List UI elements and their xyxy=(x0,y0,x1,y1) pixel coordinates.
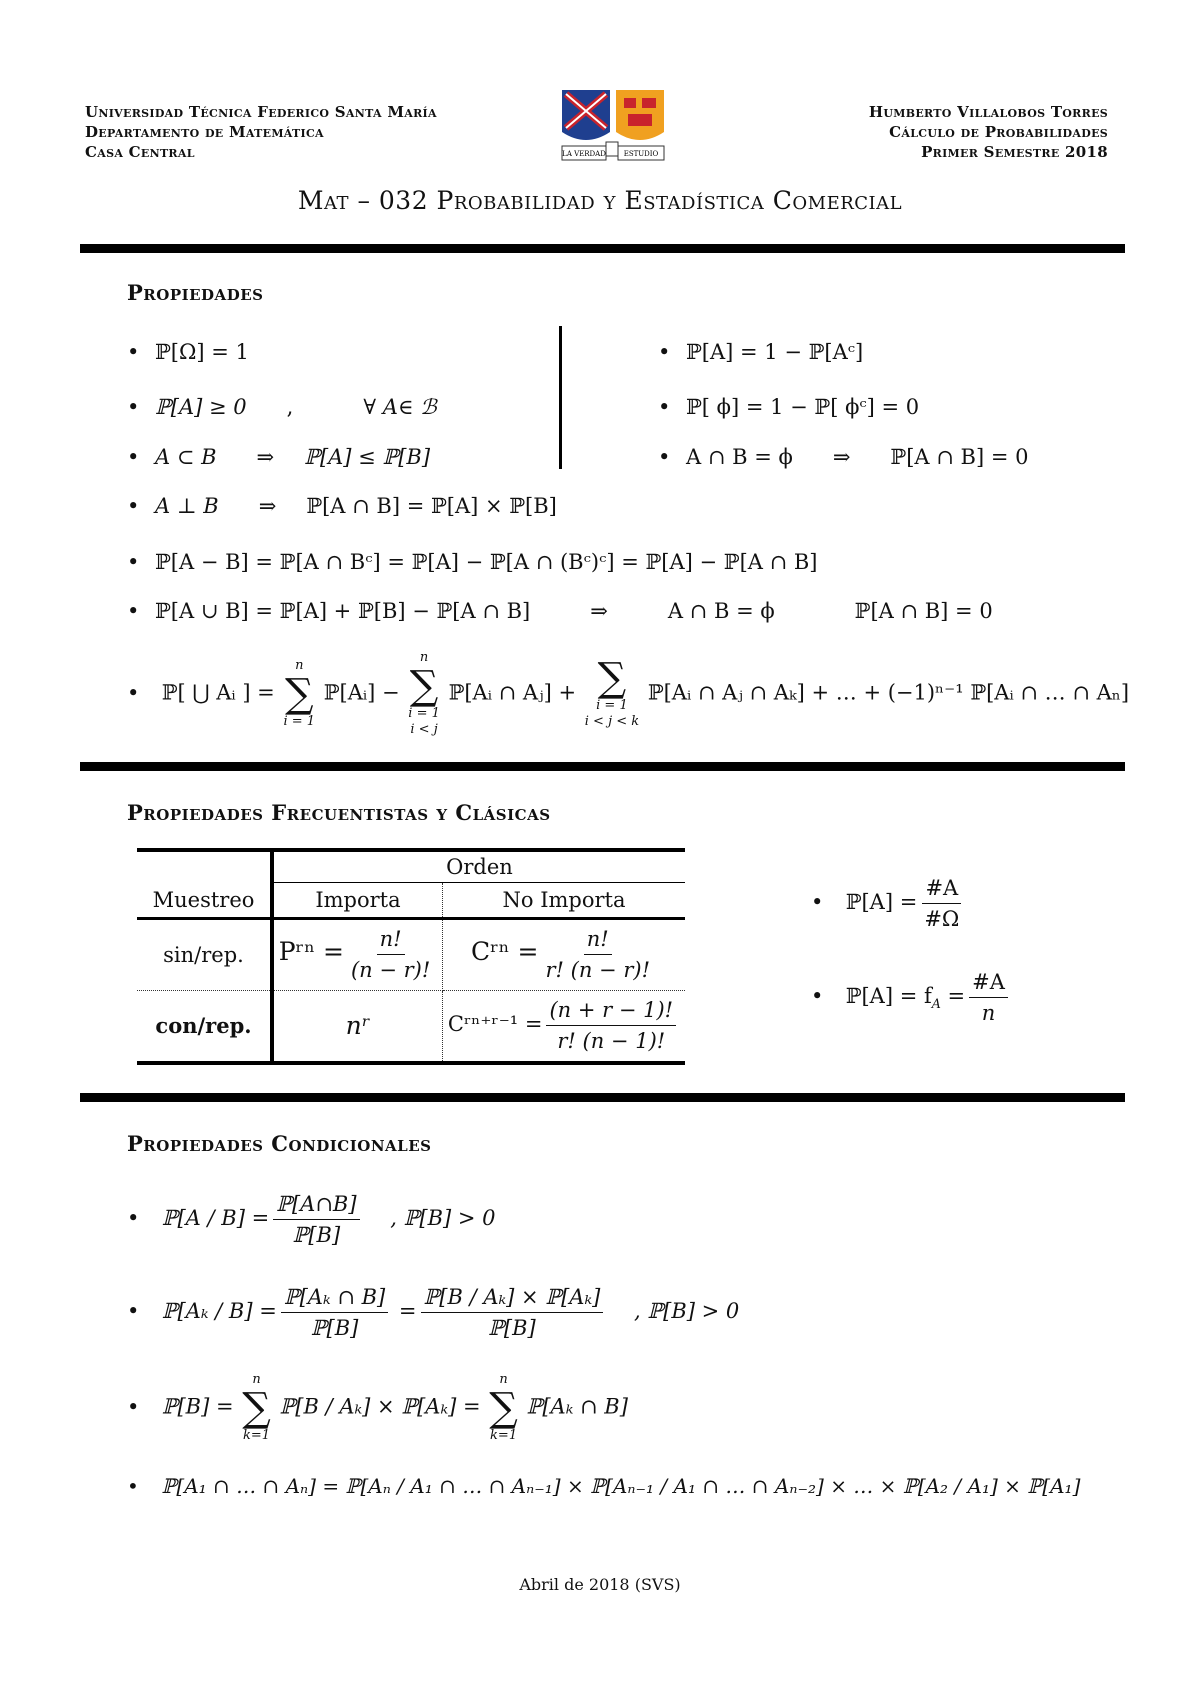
formula-text: ℙ[Aₖ / B] = xyxy=(161,1299,277,1323)
formula-text: Pʳⁿ = xyxy=(278,937,344,966)
formula-text: ℙ[B] = xyxy=(161,1394,234,1419)
formula-text: ℙ[A ∩ B] = 0 xyxy=(890,445,1029,469)
numerator: #A xyxy=(969,967,1008,998)
implies-symbol: ⇒ xyxy=(590,599,608,623)
sum-lower: i = 1 xyxy=(408,706,440,721)
fraction xyxy=(273,1189,359,1250)
formula-text: ℙ[A] = f xyxy=(845,984,932,1008)
formula-text: ℙ[Aᵢ ∩ Aⱼ ∩ Aₖ] + … + (−1)ⁿ⁻¹ ℙ[Aᵢ ∩ … ∩ Aₙ] xyxy=(647,680,1130,705)
sum-upper: n xyxy=(499,1372,508,1387)
fraction xyxy=(921,873,962,934)
sum-upper: n xyxy=(419,650,429,665)
denominator: ℙ[B] xyxy=(488,1316,536,1340)
numerator: ℙ[B / Aₖ] × ℙ[Aₖ] xyxy=(421,1282,604,1313)
cond-chain-rule xyxy=(127,1472,1080,1500)
formula-text: ℙ[A] ≤ ℙ[B] xyxy=(304,445,431,469)
formula-separator: , xyxy=(286,395,294,419)
section-title-condicionales: Propiedades Condicionales xyxy=(127,1131,432,1156)
cell-combination-rep xyxy=(443,990,686,1063)
page-title: Mat – 032 Probabilidad y Estadística Comercial xyxy=(297,186,903,215)
numerator: (n + r − 1)! xyxy=(546,995,676,1026)
summation: n ∑ k=1 xyxy=(242,1372,271,1443)
section-title-frecuentistas: Propiedades Frecuentistas y Clásicas xyxy=(127,800,551,825)
summation: n ∑ k=1 xyxy=(489,1372,518,1443)
formula-text: ℙ[A] = 1 − ℙ[Aᶜ] xyxy=(686,340,864,364)
sum-upper: n xyxy=(252,1372,261,1387)
formula-text: A ∩ B = ϕ xyxy=(667,599,775,623)
fraction xyxy=(348,924,433,985)
fraction xyxy=(546,995,676,1056)
cond-total-probability xyxy=(127,1372,628,1444)
denominator: n xyxy=(981,1001,996,1025)
formula-text: Cʳⁿ = xyxy=(470,937,539,966)
formula-text: ℙ[Aᵢ ∩ Aⱼ] + xyxy=(448,680,577,705)
formula-text: ℙ[ ϕ] = 1 − ℙ[ ϕᶜ] = 0 xyxy=(686,395,920,419)
semester: Primer Semestre 2018 xyxy=(921,143,1108,161)
numerator: #A xyxy=(922,873,961,904)
numerator: ℙ[A∩B] xyxy=(273,1189,359,1220)
formula-text: ℙ[A] = xyxy=(845,890,918,914)
counting-table xyxy=(137,848,685,1065)
implies-symbol: ⇒ xyxy=(258,494,277,518)
header-no-importa: No Importa xyxy=(502,887,626,912)
prop-total-probability xyxy=(127,338,249,366)
fraction xyxy=(543,924,654,985)
equals: = xyxy=(947,984,966,1008)
implies-symbol: ⇒ xyxy=(832,445,851,469)
cell-combination xyxy=(443,918,686,990)
formula-condition: , ℙ[B] > 0 xyxy=(390,1206,496,1230)
formula-text: ℙ[A ∩ B] = 0 xyxy=(854,599,993,623)
cond-definition xyxy=(127,1185,496,1251)
prop-complement xyxy=(658,338,863,366)
institution-block xyxy=(85,102,437,162)
header-orden: Orden xyxy=(272,850,685,883)
fraction xyxy=(969,967,1008,1028)
sum-lower: k=1 xyxy=(243,1428,271,1443)
fraction xyxy=(421,1282,604,1343)
formula-text: A ⊥ B xyxy=(155,494,219,518)
prop-inclusion-exclusion xyxy=(127,650,1129,738)
formula-text: ∀ A∈ ℬ xyxy=(363,395,437,419)
classical-probability xyxy=(811,872,966,934)
denominator: r! (n − 1)! xyxy=(557,1029,666,1053)
formula-text: ℙ[A − B] = ℙ[A ∩ Bᶜ] = ℙ[A] − ℙ[A ∩ (Bᶜ)ᶜ] = ℙ[A] − ℙ[A ∩ B] xyxy=(155,550,818,574)
denominator: (n − r)! xyxy=(350,958,431,982)
row-label-conrep: con/rep. xyxy=(137,990,272,1063)
formula-text: ℙ[A ∪ B] = ℙ[A] + ℙ[B] − ℙ[A ∩ B] xyxy=(155,599,531,623)
cond-bayes xyxy=(127,1278,739,1344)
formula-text: A ⊂ B xyxy=(155,445,217,469)
fraction xyxy=(281,1282,388,1343)
campus-name: Casa Central xyxy=(85,143,195,161)
table-corner xyxy=(137,850,272,883)
sum-upper: n xyxy=(295,658,304,673)
formula-condition: , ℙ[B] > 0 xyxy=(634,1299,740,1323)
section-divider xyxy=(80,244,1125,253)
row-label-sinrep: sin/rep. xyxy=(137,918,272,990)
sum-lower: k=1 xyxy=(490,1428,518,1443)
section-divider xyxy=(80,1093,1125,1102)
summation-3: ∑ i = 1 i < j < k xyxy=(584,655,640,729)
denominator: ℙ[B] xyxy=(310,1316,359,1340)
subscript: A xyxy=(931,996,941,1012)
sum-lower-condition: i < j xyxy=(410,722,438,737)
equals: = xyxy=(398,1299,417,1323)
crest-banner-left: LA VERDAD xyxy=(562,150,606,158)
sum-lower-condition: i < j < k xyxy=(584,714,640,729)
summation-2: n ∑ i = 1 i < j xyxy=(408,650,440,737)
formula-text: ℙ[Aᵢ] − xyxy=(323,680,400,705)
frequentist-probability xyxy=(811,966,1012,1034)
formula-text: A ∩ B = ϕ xyxy=(686,445,793,469)
sum-lower: i = 1 xyxy=(596,698,628,713)
formula-text: ℙ[A ∩ B] = ℙ[A] × ℙ[B] xyxy=(306,494,557,518)
crest-banner-right: ESTUDIO xyxy=(623,150,659,158)
formula-text: ℙ[Aₖ ∩ B] xyxy=(526,1394,628,1419)
numerator: n! xyxy=(377,924,405,955)
department-name: Departamento de Matemática xyxy=(85,123,324,141)
formula-text: ℙ[B / Aₖ] × ℙ[Aₖ] = xyxy=(279,1394,481,1419)
sum-lower: i = 1 xyxy=(283,714,316,729)
page-footer: Abril de 2018 (SVS) xyxy=(519,1575,681,1594)
formula-text: ℙ[A] ≥ 0 xyxy=(155,395,247,419)
numerator: ℙ[Aₖ ∩ B] xyxy=(281,1282,388,1313)
formula-text: ℙ[A / B] = xyxy=(161,1206,270,1230)
prop-disjoint xyxy=(658,443,1028,471)
denominator: #Ω xyxy=(924,907,960,931)
cell-power: nʳ xyxy=(272,990,443,1063)
numerator: n! xyxy=(584,924,612,955)
formula-text: ℙ[ ⋃ Aᵢ ] = xyxy=(161,680,275,705)
implies-symbol: ⇒ xyxy=(256,445,275,469)
section-divider xyxy=(80,762,1125,771)
formula-text: ℙ[A₁ ∩ … ∩ Aₙ] = ℙ[Aₙ / A₁ ∩ … ∩ Aₙ₋₁] × ℙ[Aₙ₋₁ / A₁ ∩ … ∩ Aₙ₋₂] × … × ℙ[A₂ / A₁] × ℙ[A₁] xyxy=(161,1474,1081,1498)
author-name: Humberto Villalobos Torres xyxy=(868,103,1108,121)
prop-nonnegative xyxy=(127,393,437,421)
prop-union xyxy=(127,597,993,625)
header-importa: Importa xyxy=(272,883,443,919)
university-name: Universidad Técnica Federico Santa María xyxy=(85,103,437,121)
author-block xyxy=(869,102,1108,162)
summation-1: n ∑ i = 1 xyxy=(283,658,316,729)
course-name: Cálculo de Probabilidades xyxy=(889,123,1108,141)
header-muestreo: Muestreo xyxy=(137,883,272,919)
formula-text: Cʳⁿ⁺ʳ⁻¹ = xyxy=(447,1012,543,1036)
prop-monotonic xyxy=(127,443,430,471)
cell-permutation xyxy=(272,918,443,990)
prop-independence xyxy=(127,492,557,520)
denominator: ℙ[B] xyxy=(292,1223,341,1247)
prop-difference xyxy=(127,548,818,576)
formula-text: ℙ[Ω] = 1 xyxy=(155,340,249,364)
column-divider xyxy=(559,326,562,469)
prop-empty-set xyxy=(658,393,919,421)
denominator: r! (n − r)! xyxy=(545,958,651,982)
section-title-propiedades: Propiedades xyxy=(127,280,264,305)
university-crest-logo xyxy=(558,88,670,172)
